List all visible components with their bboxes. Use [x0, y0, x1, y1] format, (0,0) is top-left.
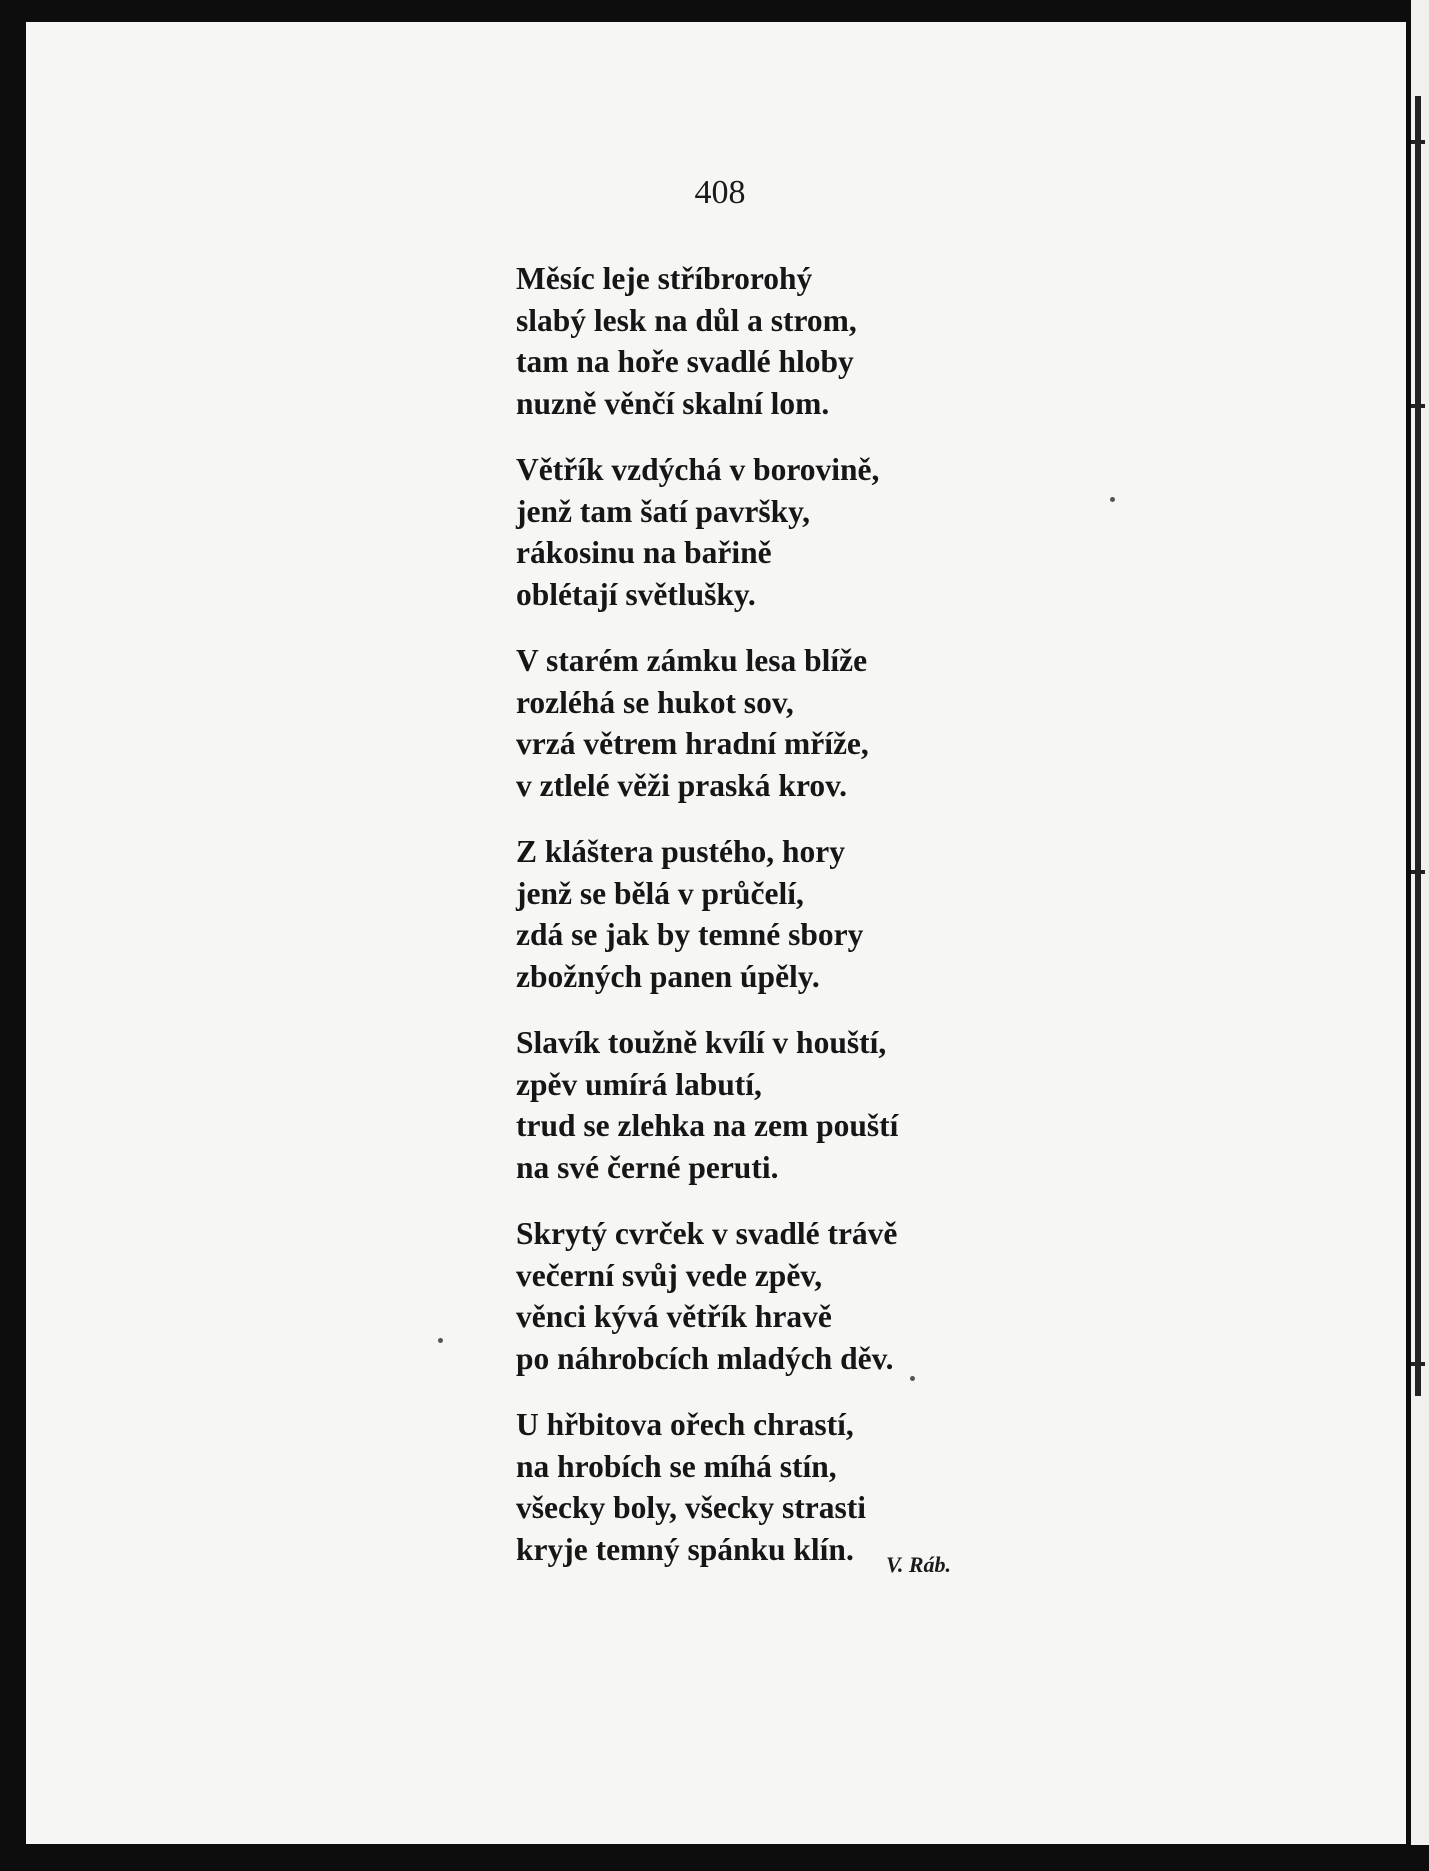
scan-border — [0, 1845, 1429, 1871]
binding-mark — [1411, 404, 1425, 408]
page-number: 408 — [694, 174, 746, 211]
binding-mark — [1411, 1362, 1425, 1366]
poem-line: slabý lesk na důl a strom, — [516, 302, 857, 338]
poem-line: večerní svůj vede zpěv, — [516, 1257, 823, 1293]
poem-line: v ztlelé věži praská krov. — [516, 767, 847, 803]
poem-line: rozléhá se hukot sov, — [516, 684, 794, 720]
poem-line: Slavík toužně kvílí v houští, — [516, 1025, 887, 1060]
scan-speck — [910, 1376, 915, 1381]
poem-line: jenž se bělá v průčelí, — [516, 875, 804, 911]
stanza-3 — [516, 640, 996, 806]
poem-line: věnci kývá větřík hravě — [516, 1299, 832, 1334]
stanza-7 — [516, 1404, 996, 1570]
stanza-2 — [516, 449, 996, 615]
poem-line: oblétají světlušky. — [516, 576, 756, 612]
poem-line: vrzá větrem hradní mříže, — [516, 726, 869, 761]
poem-line: na hrobích se míhá stín, — [516, 1448, 837, 1484]
poem-line: Z kláštera pustého, hory — [516, 834, 846, 869]
poem-line: rákosinu na bařině — [516, 535, 772, 570]
scan-speck — [438, 1338, 443, 1343]
poem-line: Větřík vzdýchá v borovině, — [516, 452, 880, 487]
poem-line: U hřbitova ořech chrastí, — [516, 1407, 854, 1442]
binding-mark — [1411, 870, 1425, 874]
stanza-1 — [516, 258, 996, 424]
poem-line: všecky boly, všecky strasti — [516, 1490, 866, 1525]
stanza-4 — [516, 831, 996, 997]
poem-line: zbožných panen úpěly. — [516, 958, 820, 994]
poem-line: trud se zlehka na zem pouští — [516, 1108, 899, 1143]
poem-line: zdá se jak by temné sbory — [516, 917, 864, 952]
stanza-5 — [516, 1022, 996, 1188]
poem-line: tam na hoře svadlé hloby — [516, 344, 854, 379]
binding-thread — [1415, 96, 1421, 1396]
author-signature: V. Ráb. — [886, 1552, 952, 1577]
poem-line: Skrytý cvrček v svadlé trávě — [516, 1216, 898, 1251]
binding-mark — [1411, 140, 1425, 144]
poem-line: Měsíc leje stříbrorohý — [516, 261, 813, 296]
poem-line: zpěv umírá labutí, — [516, 1066, 762, 1102]
poem-line: po náhrobcích mladých děv. — [516, 1340, 894, 1376]
poem-line: na své černé peruti. — [516, 1149, 779, 1185]
scan-speck — [1110, 497, 1115, 502]
poem-line: V starém zámku lesa blíže — [516, 643, 868, 678]
poem — [516, 258, 996, 1595]
stanza-6 — [516, 1213, 996, 1379]
poem-line: kryje temný spánku klín. — [516, 1531, 854, 1567]
poem-line: nuzně věnčí skalní lom. — [516, 385, 830, 421]
poem-line: jenž tam šatí pavršky, — [516, 493, 810, 529]
